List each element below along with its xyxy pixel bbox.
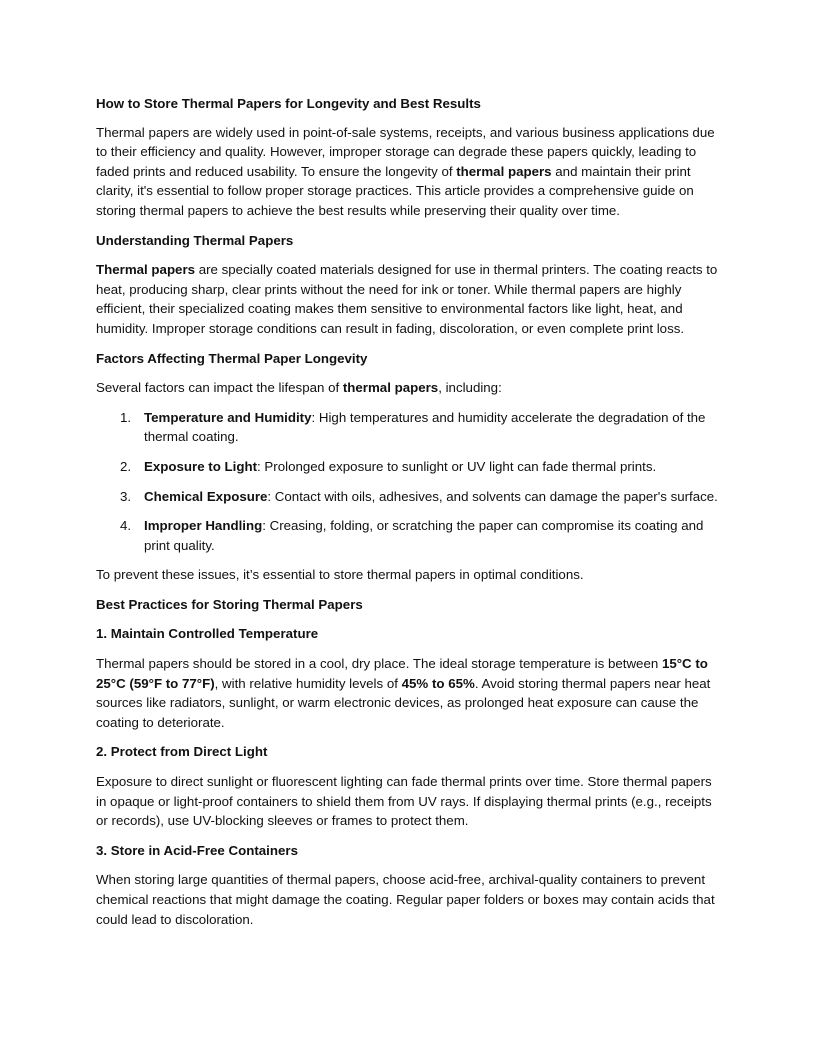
understanding-paragraph bbox=[96, 260, 722, 338]
temperature-text-1: Thermal papers should be stored in a cool, dry place. The ideal storage temperature is between bbox=[96, 656, 662, 672]
understanding-text: are specially coated materials designed for use in thermal printers. The coating reacts to heat, producing sharp, clear prints without the need for ink or toner. While thermal papers are highly efficient, their specialized coating makes them sensitive to environmental factors like light, heat, and humidity. Improper storage conditions can result in fading, discoloration, or even complete print loss. bbox=[96, 262, 718, 336]
temperature-text-3: . Avoid storing thermal papers near heat sources like radiators, sunlight, or warm electronic devices, as prolonged heat exposure can cause the coating to deteriorate. bbox=[96, 675, 711, 730]
list-item bbox=[96, 408, 722, 447]
list-item-number: 1. bbox=[120, 409, 132, 425]
temperature-text-2: , with relative humidity levels of bbox=[214, 675, 402, 691]
list-item-term: Temperature and Humidity bbox=[144, 409, 312, 425]
intro-bold-term: thermal papers bbox=[456, 163, 552, 179]
list-item-text: : Contact with oils, adhesives, and solvents can damage the paper's surface. bbox=[267, 488, 718, 504]
list-item-text: : High temperatures and humidity accelerate the degradation of the thermal coating. bbox=[144, 409, 706, 445]
list-item-text: : Prolonged exposure to sunlight or UV light can fade thermal prints. bbox=[257, 458, 657, 474]
understanding-bold-term: Thermal papers bbox=[96, 262, 196, 278]
list-item-term: Chemical Exposure bbox=[144, 488, 268, 504]
list-item-number: 3. bbox=[120, 488, 132, 504]
list-item-number: 4. bbox=[120, 518, 132, 534]
list-item bbox=[96, 457, 722, 477]
list-item bbox=[96, 487, 722, 507]
factors-lead-bold-term: thermal papers bbox=[342, 380, 439, 396]
temperature-range-bold: 15°C to 25°C (59°F to 77°F) bbox=[96, 656, 708, 691]
list-item-term: Improper Handling bbox=[144, 518, 263, 534]
containers-paragraph: When storing large quantities of thermal papers, choose acid-free, archival-quality containers to prevent chemical reactions that might damage the coating. Regular paper folders or boxes may contain acids that could lead to discoloration. bbox=[96, 872, 715, 927]
section-heading-best-practices: Best Practices for Storing Thermal Papers bbox=[96, 596, 363, 612]
factors-lead-text-1: Several factors can impact the lifespan of bbox=[96, 380, 343, 396]
intro-text-2: and maintain their print clarity, it's essential to follow proper storage practices. This article provides a comprehensive guide on storing thermal papers to achieve the best results while preserving their quality over time. bbox=[96, 163, 694, 218]
section-heading-factors: Factors Affecting Thermal Paper Longevity bbox=[96, 350, 368, 366]
list-item bbox=[96, 516, 722, 555]
light-paragraph: Exposure to direct sunlight or fluorescent lighting can fade thermal prints over time. Store thermal papers in opaque or light-proof containers to shield them from UV rays. If displaying thermal prints (e.g., receipts or records), use UV-blocking sleeves or frames to protect them. bbox=[96, 774, 712, 829]
factors-lead-paragraph bbox=[96, 378, 722, 398]
list-item-number: 2. bbox=[120, 458, 132, 474]
humidity-range-bold: 45% to 65% bbox=[401, 675, 475, 691]
section-heading-understanding: Understanding Thermal Papers bbox=[96, 232, 294, 248]
factors-lead-text-2: , including: bbox=[438, 380, 502, 396]
intro-text-1: Thermal papers are widely used in point-of-sale systems, receipts, and various business applications due to their efficiency and quality. However, improper storage can degrade these papers quickly, leading to faded prints and reduced usability. To ensure the longevity of bbox=[96, 124, 715, 179]
factors-outro-paragraph: To prevent these issues, it’s essential to store thermal papers in optimal conditions. bbox=[96, 567, 584, 583]
subheading-light: 2. Protect from Direct Light bbox=[96, 744, 268, 760]
list-item-text: : Creasing, folding, or scratching the paper can compromise its coating and print quality. bbox=[144, 518, 704, 553]
document-title: How to Store Thermal Papers for Longevity and Best Results bbox=[96, 96, 481, 111]
temperature-paragraph bbox=[96, 654, 722, 732]
intro-paragraph bbox=[96, 123, 722, 221]
subheading-containers: 3. Store in Acid-Free Containers bbox=[96, 842, 298, 858]
subheading-temperature: 1. Maintain Controlled Temperature bbox=[96, 626, 319, 642]
document-page bbox=[96, 94, 722, 939]
list-item-term: Exposure to Light bbox=[144, 458, 258, 474]
factors-list bbox=[96, 408, 722, 556]
